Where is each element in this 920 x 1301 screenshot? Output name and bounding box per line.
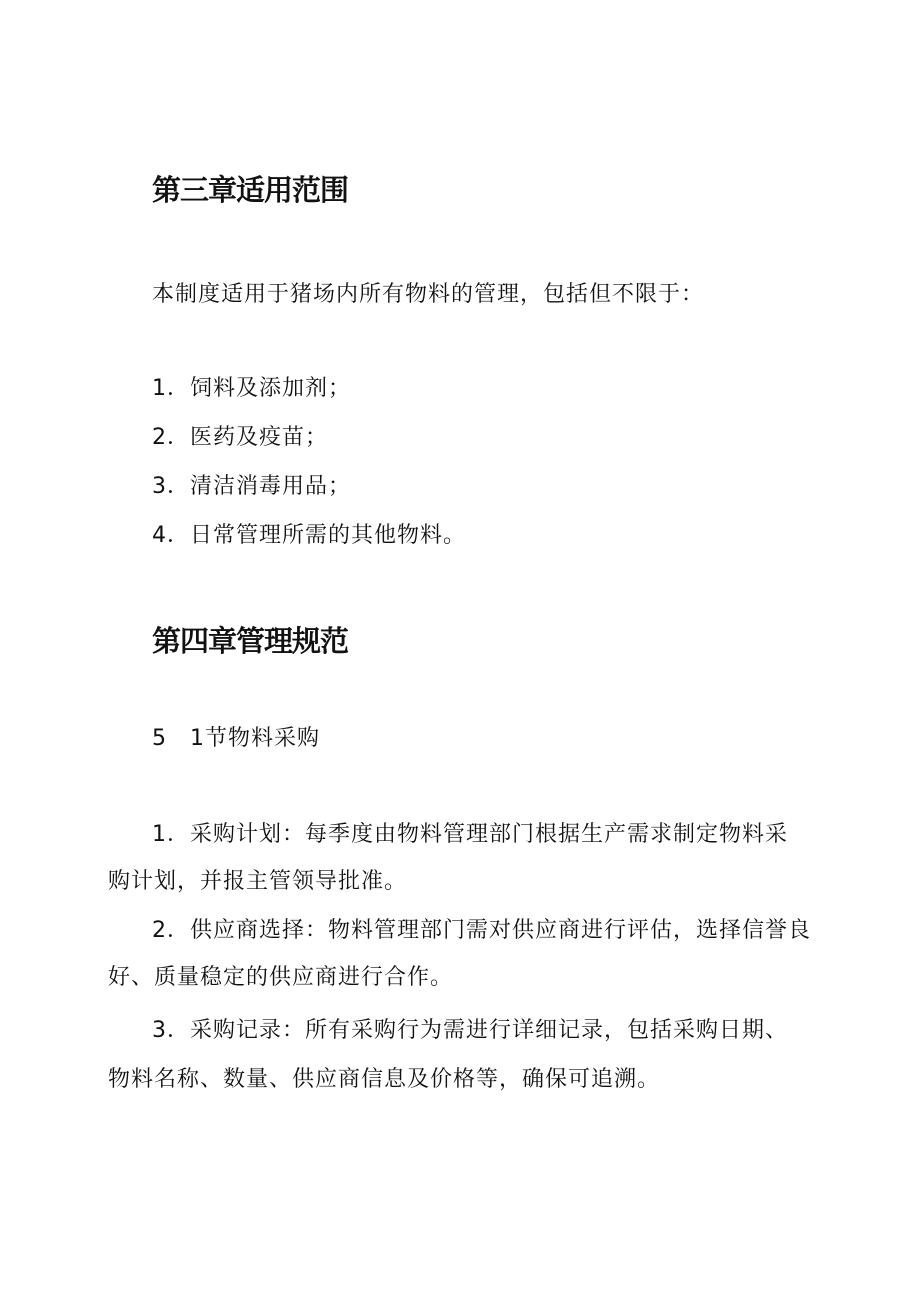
scope-item-3: 3．清洁消毒用品； — [152, 474, 351, 499]
chapter-4-heading: 第四章管理规范 — [152, 624, 349, 658]
purchase-plan-line-1: 1．采购计划：每季度由物料管理部门根据生产需求制定物料采 — [152, 822, 788, 847]
chapter-3-intro: 本制度适用于猪场内所有物料的管理，包括但不限于： — [152, 282, 705, 307]
scope-item-1: 1．饲料及添加剂； — [152, 376, 351, 401]
supplier-selection-line-1: 2．供应商选择：物料管理部门需对供应商进行评估，选择信誉良 — [152, 918, 811, 943]
purchase-record-line-1: 3．采购记录：所有采购行为需进行详细记录，包括采购日期、 — [152, 1018, 788, 1043]
scope-item-2: 2．医药及疫苗； — [152, 425, 328, 450]
purchase-plan-line-2: 购计划，并报主管领导批准。 — [108, 869, 408, 894]
purchase-record-line-2: 物料名称、数量、供应商信息及价格等，确保可追溯。 — [108, 1067, 661, 1092]
chapter-3-heading: 第三章适用范围 — [152, 173, 349, 207]
section-title: 5 1节物料采购 — [152, 726, 320, 751]
scope-item-4: 4．日常管理所需的其他物料。 — [152, 523, 466, 548]
supplier-selection-line-2: 好、质量稳定的供应商进行合作。 — [108, 965, 454, 990]
